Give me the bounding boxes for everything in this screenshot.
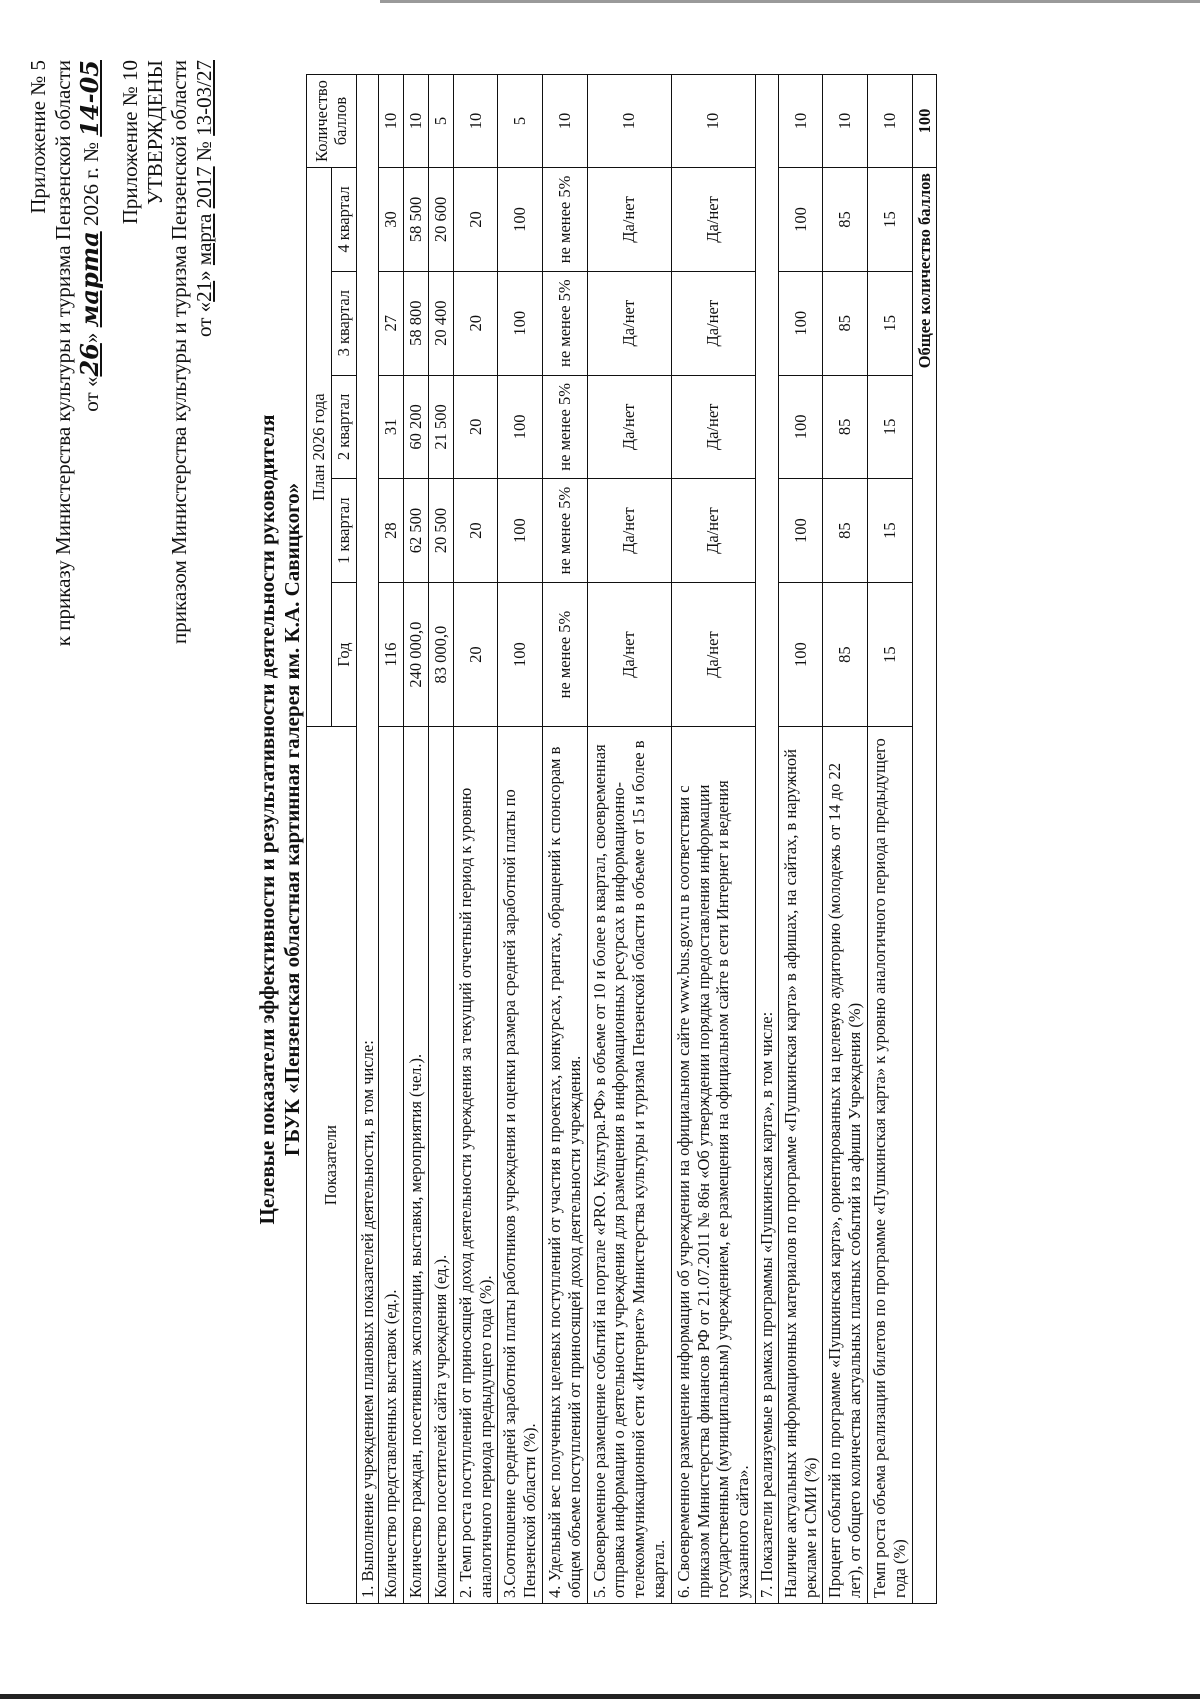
document-title — [255, 60, 305, 1579]
cell-year: 240 000,0 — [404, 582, 429, 726]
cell-q3: 27 — [379, 271, 404, 375]
cell-points: 10 — [453, 75, 498, 168]
table-row — [778, 75, 823, 1604]
table-row — [823, 75, 868, 1604]
cell-q4: Да/нет — [587, 168, 671, 272]
title-line-2: ГБУК «Пензенская областная картинная галерея им. К.А. Савицкого» — [280, 482, 305, 1157]
total-label: Общее количество баллов — [912, 168, 937, 727]
section-1-label: 1. Выполнение учреждением плановых показателей деятельности, в том числе: — [356, 75, 379, 1604]
cell-q2: 20 — [453, 375, 498, 479]
table-row — [867, 75, 912, 1604]
cell-points: 5 — [498, 75, 543, 168]
indicator-label: Наличие актуальных информационных материалов по программе «Пушкинская карта» в афишах, на сайтах, в наружной рекламе и СМИ (%) — [778, 727, 823, 1604]
header-points: Количество баллов — [307, 75, 357, 168]
appendix-5-label: Приложение № 5 — [26, 60, 50, 214]
cell-year: 20 — [453, 582, 498, 726]
cell-q4: 100 — [498, 168, 543, 272]
cell-points: 10 — [823, 75, 868, 168]
cell-q3: 100 — [778, 271, 823, 375]
cell-q1: 20 — [453, 479, 498, 583]
cell-year: 85 — [823, 582, 868, 726]
cell-q4: 30 — [379, 168, 404, 272]
cell-q1: 85 — [823, 479, 868, 583]
header-q4: 4 квартал — [331, 168, 356, 272]
cell-q3: 100 — [498, 271, 543, 375]
cell-points: 10 — [542, 75, 587, 168]
cell-q4: Да/нет — [671, 168, 755, 272]
header-plan: План 2026 года — [307, 168, 332, 727]
cell-q4: 20 600 — [428, 168, 453, 272]
indicator-label: 4. Удельный вес полученных целевых поступлений от участия в проектах, конкурсах, грантах, обращений к спонсорам в общем объеме поступлений от приносящей доход деятельности учреждения. — [542, 727, 587, 1604]
header-indicators: Показатели — [307, 727, 357, 1604]
cell-year: 15 — [867, 582, 912, 726]
table-row — [587, 75, 671, 1604]
cell-q2: 85 — [823, 375, 868, 479]
header-q3: 3 квартал — [331, 271, 356, 375]
indicator-label: Количество граждан, посетивших экспозиции, выставки, мероприятия (чел.). — [404, 727, 429, 1604]
indicator-label: 3.Соотношение средней заработной платы работников учреждения и оценки размера средней заработной платы по Пензенской области (%). — [498, 727, 543, 1604]
order-date-line: от «26» марта 2026 г. № 14-05 — [74, 60, 104, 412]
handwritten-day: 26 — [74, 343, 104, 377]
cell-q3: 15 — [867, 271, 912, 375]
table-row — [453, 75, 498, 1604]
total-value: 100 — [912, 75, 937, 168]
table-row — [428, 75, 453, 1604]
cell-q1: Да/нет — [671, 479, 755, 583]
cell-q2: Да/нет — [587, 375, 671, 479]
document-header — [26, 60, 217, 820]
indicator-label: Процент событий по программе «Пушкинская карта», ориентированных на целевую аудиторию (молодежь от 14 до 22 лет), от общего количества актуальных платных событий из афиши Учреждения (%) — [823, 727, 868, 1604]
approved-label: УТВЕРЖДЕНЫ — [142, 60, 167, 205]
cell-year: Да/нет — [671, 582, 755, 726]
cell-year: 83 000,0 — [428, 582, 453, 726]
cell-q2: 100 — [498, 375, 543, 479]
total-row — [912, 75, 937, 1604]
cell-q2: Да/нет — [671, 375, 755, 479]
indicator-label: Темп роста объема реализации билетов по программе «Пушкинская карта» к уровню аналогичного периода предыдущего года (%) — [867, 727, 912, 1604]
cell-points: 10 — [867, 75, 912, 168]
cell-q1: не менее 5% — [542, 479, 587, 583]
cell-q2: 60 200 — [404, 375, 429, 479]
title-line-1: Целевые показатели эффективности и результативности деятельности руководителя — [255, 414, 279, 1225]
indicator-label: 5. Своевременное размещение событий на портале «PRO. Культура.РФ» в объеме от 10 и более в квартал, своевременная отправка информации о деятельности учреждения для размещения в информационных ресурсах в информационно-телекоммуникационной сети «Интернет» Министерства культуры и туризма Пензенской области в объеме от 15 и более в квартал. — [587, 727, 671, 1604]
table-row — [404, 75, 429, 1604]
section-7-row — [755, 75, 778, 1604]
cell-q4: 20 — [453, 168, 498, 272]
header-q2: 2 квартал — [331, 375, 356, 479]
cell-q3: Да/нет — [587, 271, 671, 375]
section-1-row — [356, 75, 379, 1604]
cell-q2: не менее 5% — [542, 375, 587, 479]
order-reference: к приказу Министерства культуры и туризма Пензенской области — [50, 60, 75, 647]
cell-year: 100 — [778, 582, 823, 726]
cell-q1: 20 500 — [428, 479, 453, 583]
cell-year: 116 — [379, 582, 404, 726]
cell-q4: 100 — [778, 168, 823, 272]
cell-q2: 21 500 — [428, 375, 453, 479]
cell-q1: 28 — [379, 479, 404, 583]
section-7-label: 7. Показатели реализуемые в рамках программы «Пушкинская карта», в том числе: — [755, 75, 778, 1604]
indicator-label: Количество представленных выставок (ед.). — [379, 727, 404, 1604]
header-year: Год — [331, 582, 356, 726]
cell-points: 5 — [428, 75, 453, 168]
cell-q3: 85 — [823, 271, 868, 375]
cell-points: 10 — [404, 75, 429, 168]
cell-q2: 100 — [778, 375, 823, 479]
table-row — [542, 75, 587, 1604]
cell-points: 10 — [778, 75, 823, 168]
handwritten-order-number: 14-05 — [74, 60, 104, 137]
indicator-label: 2. Темп роста поступлений от приносящей доход деятельности учреждения за текущий отчетный период к уровню аналогичного периода предыдущего года (%). — [453, 727, 498, 1604]
indicator-label: 6. Своевременное размещение информации об учреждении на официальном сайте www.bus.gov.ru в соответствии с приказом Министерства финансов РФ от 21.07.2011 № 86н «Об утверждении порядка предоставления информации государственным (муниципальным) учреждением, ее размещения на официальном сайте в сети Интернет и ведения указанного сайта». — [671, 727, 755, 1604]
appendix-10-label: Приложение № 10 — [117, 60, 142, 225]
handwritten-month: марта — [74, 231, 104, 328]
cell-q3: Да/нет — [671, 271, 755, 375]
cell-year: не менее 5% — [542, 582, 587, 726]
indicator-label: Количество посетителей сайта учреждения (ед.). — [428, 727, 453, 1604]
cell-q3: не менее 5% — [542, 271, 587, 375]
table-row — [498, 75, 543, 1604]
table-row — [379, 75, 404, 1604]
cell-q3: 58 800 — [404, 271, 429, 375]
cell-q3: 20 400 — [428, 271, 453, 375]
indicators-table — [306, 74, 937, 1604]
cell-q4: 85 — [823, 168, 868, 272]
cell-points: 10 — [671, 75, 755, 168]
cell-q1: 62 500 — [404, 479, 429, 583]
cell-q1: Да/нет — [587, 479, 671, 583]
total-blank — [912, 727, 937, 1604]
cell-q3: 20 — [453, 271, 498, 375]
cell-q2: 31 — [379, 375, 404, 479]
cell-q1: 100 — [778, 479, 823, 583]
cell-points: 10 — [587, 75, 671, 168]
approved-date-line: от «21» марта 2017 № 13-03/27 — [192, 60, 217, 337]
approved-by: приказом Министерства культуры и туризма Пензенской области — [167, 60, 192, 644]
cell-q4: не менее 5% — [542, 168, 587, 272]
cell-q4: 58 500 — [404, 168, 429, 272]
cell-q1: 100 — [498, 479, 543, 583]
cell-q1: 15 — [867, 479, 912, 583]
cell-points: 10 — [379, 75, 404, 168]
cell-year: 100 — [498, 582, 543, 726]
cell-year: Да/нет — [587, 582, 671, 726]
cell-q2: 15 — [867, 375, 912, 479]
cell-q4: 15 — [867, 168, 912, 272]
header-q1: 1 квартал — [331, 479, 356, 583]
table-row — [671, 75, 755, 1604]
